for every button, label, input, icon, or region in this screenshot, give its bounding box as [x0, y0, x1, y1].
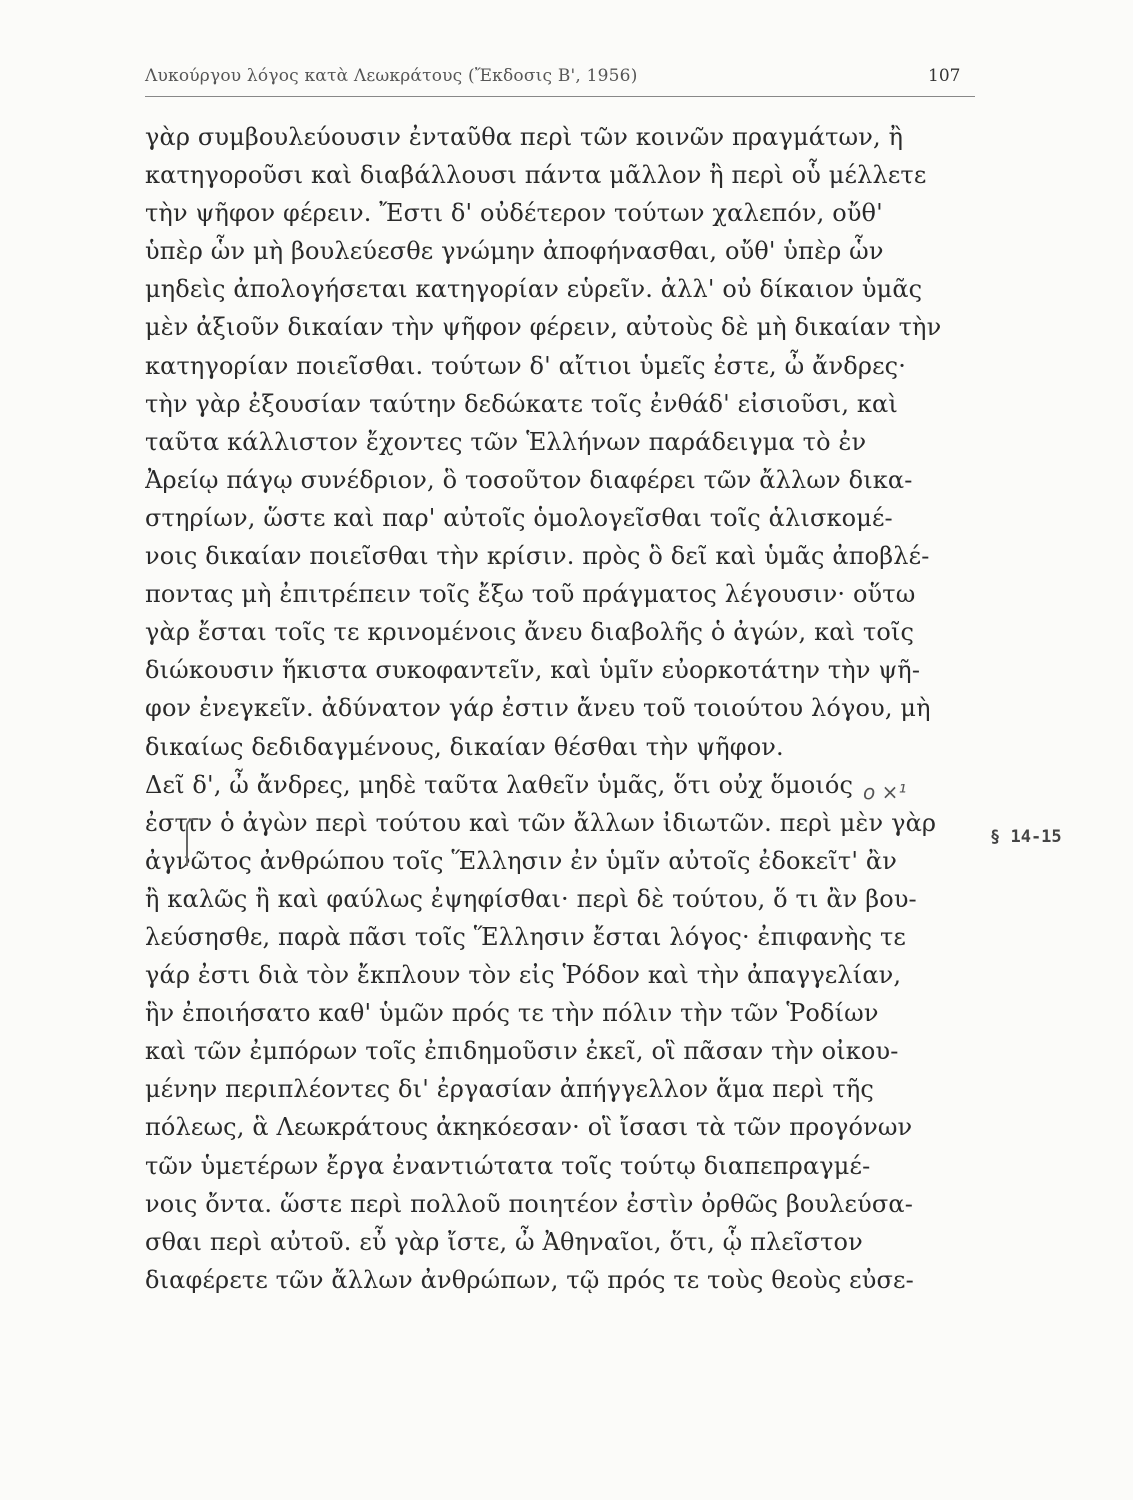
handwritten-annotation: ο ×¹: [863, 780, 907, 804]
text-line-3: τὴν ψῆφον φέρειν. Ἔστι δ' οὐδέτερον τούτων χαλεπόν, οὔθ': [145, 199, 883, 228]
text-line-31: διαφέρετε τῶν ἄλλων ἀνθρώπων, τῷ πρός τε τοὺς θεοὺς εὐσε-: [145, 1265, 914, 1294]
text-line-13: ποντας μὴ ἐπιτρέπειν τοῖς ἔξω τοῦ πράγματος λέγουσιν· οὕτω: [145, 580, 916, 609]
text-line-16: φον ἐνεγκεῖν. ἀδύνατον γάρ ἐστιν ἄνευ τοῦ τοιούτου λόγου, μὴ: [145, 694, 931, 723]
text-line-30: σθαι περὶ αὐτοῦ. εὖ γὰρ ἴστε, ὦ Ἀθηναῖοι, ὅτι, ᾧ πλεῖστον: [145, 1227, 863, 1256]
text-line-6: μὲν ἀξιοῦν δικαίαν τὴν ψῆφον φέρειν, αὐτοὺς δὲ μὴ δικαίαν τὴν: [145, 313, 942, 342]
text-line-7: κατηγορίαν ποιεῖσθαι. τούτων δ' αἴτιοι ὑμεῖς ἐστε, ὦ ἄνδρες·: [145, 351, 907, 380]
text-line-2: κατηγοροῦσι καὶ διαβάλλουσι πάντα μᾶλλον ἢ περὶ οὗ μέλλετε: [145, 161, 927, 190]
text-line-15: διώκουσιν ἥκιστα συκοφαντεῖν, καὶ ὑμῖν εὐορκοτάτην τὴν ψῆ-: [145, 656, 921, 685]
text-line-24: ἣν ἐποιήσατο καθ' ὑμῶν πρός τε τὴν πόλιν τὴν τῶν Ῥοδίων: [145, 999, 879, 1028]
text-line-19: ἐστιν ὁ ἀγὼν περὶ τούτου καὶ τῶν ἄλλων ἰδιωτῶν. περὶ μὲν γὰρ: [145, 808, 937, 837]
text-line-27: πόλεως, ἃ Λεωκράτους ἀκηκόεσαν· οἳ ἴσασι τὰ τῶν προγόνων: [145, 1113, 913, 1142]
page-number: 107: [928, 66, 961, 86]
text-line-10: Ἀρείῳ πάγῳ συνέδριον, ὃ τοσοῦτον διαφέρει τῶν ἄλλων δικα-: [145, 465, 913, 494]
header-rule: [145, 96, 975, 97]
text-line-18: Δεῖ δ', ὦ ἄνδρες, μηδὲ ταῦτα λαθεῖν ὑμᾶς, ὅτι οὐχ ὅμοιός: [145, 770, 854, 799]
text-line-20: ἀγνῶτος ἀνθρώπου τοῖς Ἕλλησιν ἐν ὑμῖν αὐτοῖς ἐδοκεῖτ' ἂν: [145, 846, 897, 875]
text-line-26: μένην περιπλέοντες δι' ἐργασίαν ἀπήγγελλον ἅμα περὶ τῆς: [145, 1075, 874, 1104]
greek-text-body: [145, 118, 980, 1299]
handwritten-bracket-mark: [186, 818, 198, 866]
text-line-25: καὶ τῶν ἐμπόρων τοῖς ἐπιδημοῦσιν ἐκεῖ, οἳ πᾶσαν τὴν οἰκου-: [145, 1037, 899, 1066]
text-line-21: ἢ καλῶς ἢ καὶ φαύλως ἐψηφίσθαι· περὶ δὲ τούτου, ὅ τι ἂν βου-: [145, 884, 917, 913]
text-line-11: στηρίων, ὥστε καὶ παρ' αὐτοῖς ὁμολογεῖσθαι τοῖς ἁλισκομέ-: [145, 503, 893, 532]
text-line-12: νοις δικαίαν ποιεῖσθαι τὴν κρίσιν. πρὸς ὃ δεῖ καὶ ὑμᾶς ἀποβλέ-: [145, 542, 930, 571]
text-line-17: δικαίως δεδιδαγμένους, δικαίαν θέσθαι τὴν ψῆφον.: [145, 732, 784, 761]
text-line-22: λεύσησθε, παρὰ πᾶσι τοῖς Ἕλλησιν ἔσται λόγος· ἐπιφανὴς τε: [145, 922, 907, 951]
text-line-29: νοις ὄντα. ὥστε περὶ πολλοῦ ποιητέον ἐστὶν ὀρθῶς βουλεύσα-: [145, 1189, 914, 1218]
text-line-9: ταῦτα κάλλιστον ἔχοντες τῶν Ἑλλήνων παράδειγμα τὸ ἐν: [145, 427, 867, 456]
margin-section-reference: § 14-15: [990, 827, 1062, 847]
text-line-8: τὴν γὰρ ἐξουσίαν ταύτην δεδώκατε τοῖς ἐνθάδ' εἰσιοῦσι, καὶ: [145, 389, 898, 418]
text-line-28: τῶν ὑμετέρων ἔργα ἐναντιώτατα τοῖς τούτῳ διαπεπραγμέ-: [145, 1151, 871, 1180]
text-line-23: γάρ ἐστι διὰ τὸν ἔκπλουν τὸν εἰς Ῥόδον καὶ τὴν ἀπαγγελίαν,: [145, 961, 902, 990]
text-line-5: μηδεὶς ἀπολογήσεται κατηγορίαν εὑρεῖν. ἀλλ' οὐ δίκαιον ὑμᾶς: [145, 275, 923, 304]
text-line-14: γὰρ ἔσται τοῖς τε κρινομένοις ἄνευ διαβολῆς ὁ ἀγών, καὶ τοῖς: [145, 618, 915, 647]
text-line-1: γὰρ συμβουλεύουσιν ἐνταῦθα περὶ τῶν κοινῶν πραγμάτων, ἢ: [145, 123, 904, 151]
running-header-title: Λυκούργου λόγος κατὰ Λεωκράτους (Ἔκδοσις Β', 1956): [145, 66, 638, 86]
text-line-4: ὑπὲρ ὧν μὴ βουλεύεσθε γνώμην ἀποφήνασθαι, οὔθ' ὑπὲρ ὧν: [145, 237, 884, 266]
